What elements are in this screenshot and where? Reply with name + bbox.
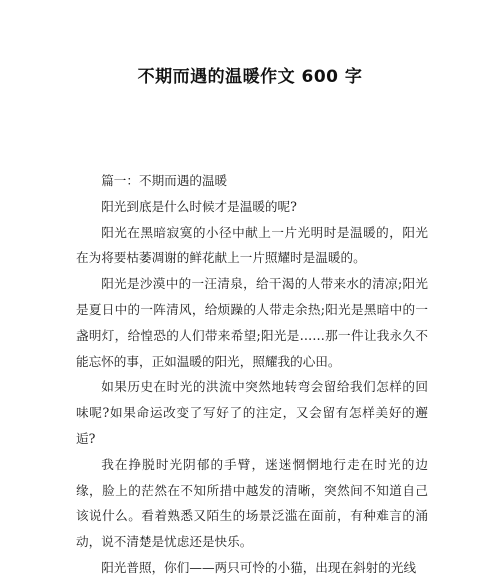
paragraph: 我在挣脱时光阴郁的手臂，迷迷惘惘地行走在时光的边缘，脸上的茫然在不知所措中越发的清晰，突然间不知道自己该说什么。看着熟悉又陌生的场景泛滥在面前，有种难言的涌动，说不清楚是忧虑还是快乐。 bbox=[76, 456, 428, 550]
document-title: 不期而遇的温暖作文 600 字 bbox=[137, 67, 363, 87]
section-heading: 篇一：不期而遇的温暖 bbox=[101, 173, 228, 188]
paragraph: 阳光普照，你们——两只可怜的小猫，出现在斜射的光线 bbox=[101, 559, 417, 575]
paragraph: 阳光在黑暗寂寞的小径中献上一片光明时是温暖的，阳光在为将要枯萎凋谢的鲜花献上一片照耀时是温暖的。 bbox=[76, 224, 428, 266]
document-body bbox=[76, 168, 428, 581]
paragraph: 如果历史在时光的洪流中突然地转弯会留给我们怎样的回味呢?如果命运改变了写好了的注定，又会留有怎样美好的邂逅? bbox=[76, 379, 428, 446]
paragraph: 阳光是沙漠中的一汪清泉，给干渴的人带来水的清凉;阳光是夏日中的一阵清风，给烦躁的人带走余热;阳光是黑暗中的一盏明灯，给惶恐的人们带来希望;阳光是……那一件让我永久不能忘怀的事，正如温暖的阳光，照耀我的心田。 bbox=[76, 276, 428, 369]
paragraph: 阳光到底是什么时候才是温暖的呢? bbox=[101, 198, 297, 214]
